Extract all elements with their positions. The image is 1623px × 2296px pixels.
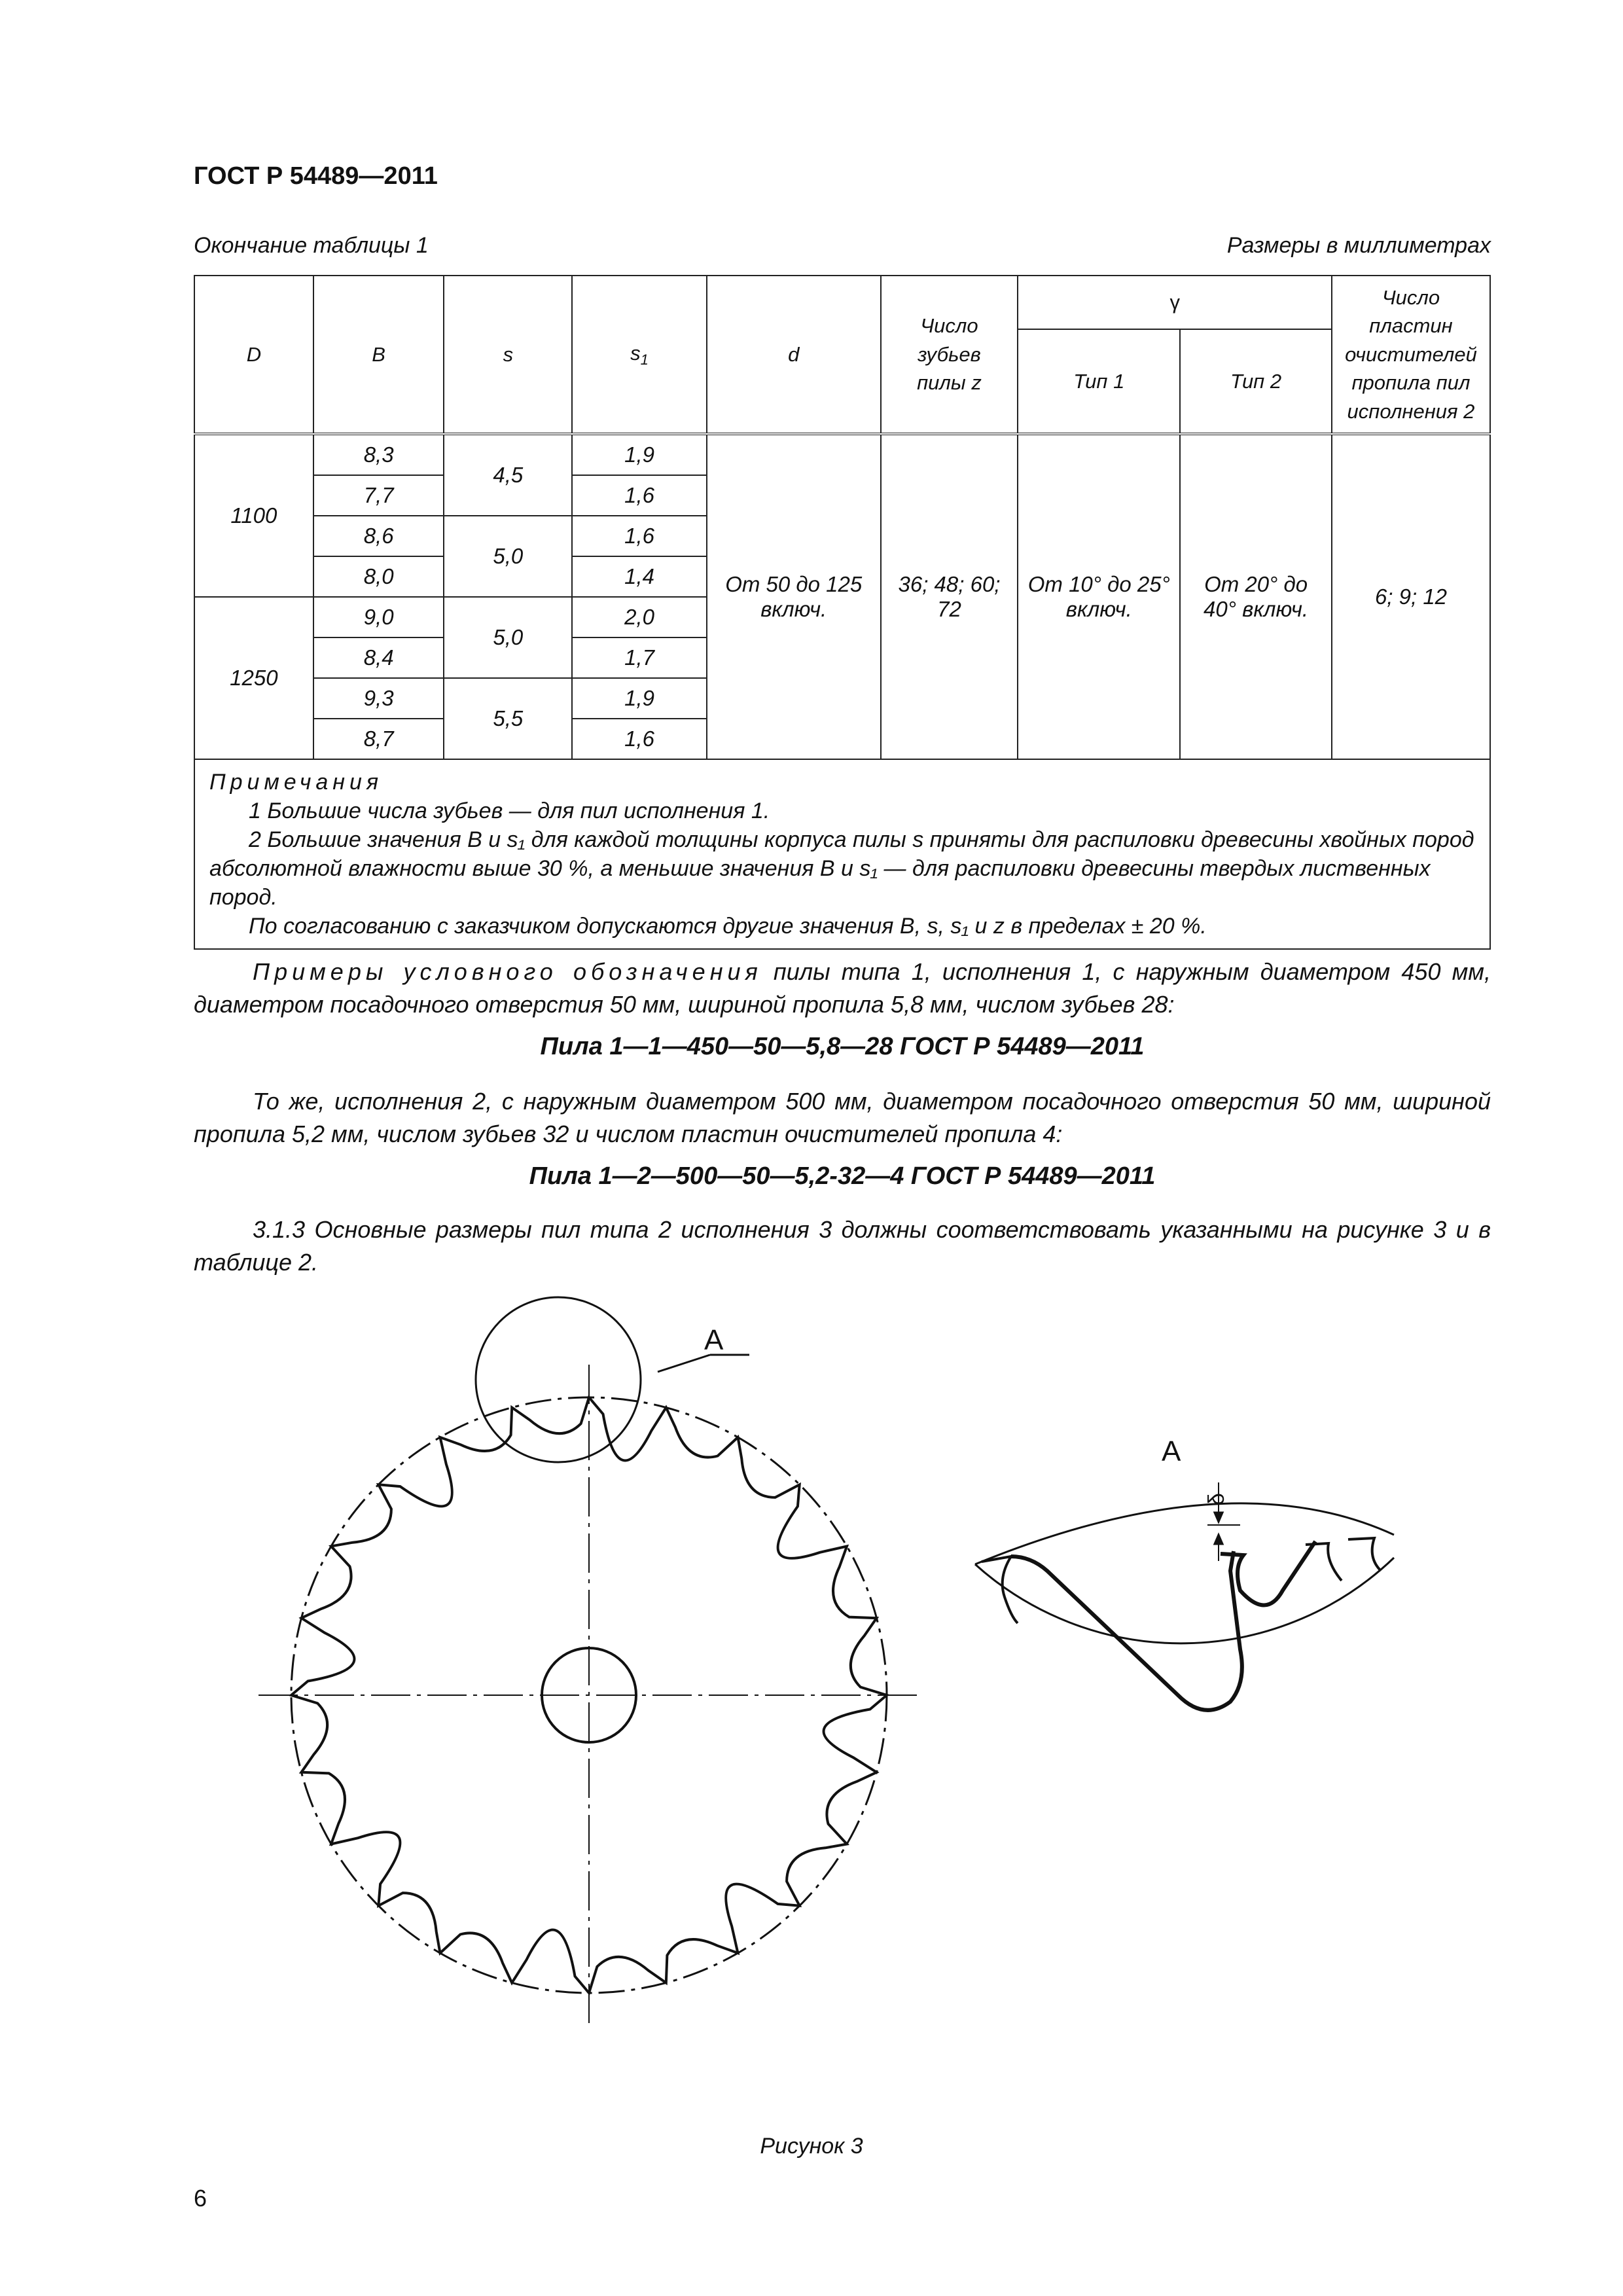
page-number: 6	[194, 2185, 207, 2212]
cell-s: 4,5	[444, 434, 572, 516]
cell-s1: 1,4	[572, 556, 707, 597]
cell-B: 8,7	[313, 719, 444, 759]
cell-type1: От 10° до 25° включ.	[1018, 434, 1180, 759]
detail-a-drawing	[975, 1482, 1394, 1710]
cell-d: От 50 до 125 включ.	[707, 434, 881, 759]
cell-type2: От 20° до 40° включ.	[1180, 434, 1332, 759]
cell-plates: 6; 9; 12	[1332, 434, 1490, 759]
cell-s1: 1,7	[572, 637, 707, 678]
document-header: ГОСТ Р 54489—2011	[194, 162, 438, 190]
note-2: 2 Большие значения B и s₁ для каждой толщины корпуса пилы s приняты для распиловки древесины хвойных пород абсолютной влажности выше 30 %, а меньшие значения B и s₁ — для распиловки древесины твердых лиственных пород.	[209, 827, 1474, 910]
cell-s1: 1,9	[572, 434, 707, 475]
cell-s1: 1,6	[572, 516, 707, 556]
callout-label: А	[704, 1324, 724, 1356]
note-1: 1 Большие числа зубьев — для пил исполнения 1.	[249, 798, 770, 823]
cell-s: 5,5	[444, 678, 572, 759]
cell-s1: 1,6	[572, 475, 707, 516]
delta-label: δ	[1204, 1493, 1229, 1505]
cell-z: 36; 48; 60; 72	[881, 434, 1018, 759]
examples-text: пилы типа 1, исполнения 1, с наружным диаметром 450 мм, диаметром посадочного отверстия 50 мм, шириной пропила 5,8 мм, числом зубьев 28:	[194, 958, 1491, 1018]
header-s1: $s_1$	[572, 276, 707, 434]
example-2-paragraph: То же, исполнения 2, с наружным диаметром 500 мм, диаметром посадочного отверстия 50 мм, шириной пропила 5,2 мм, числом зубьев 32 и числом пластин очистителей пропила 4:	[194, 1088, 1491, 1147]
designation-1: Пила 1—1—450—50—5,8—28 ГОСТ Р 54489—2011	[540, 1033, 1145, 1060]
saw-blade-drawing	[259, 1297, 919, 2029]
detail-label: А	[1162, 1435, 1181, 1467]
header-d: d	[707, 276, 881, 434]
examples-lead: Примеры условного обозначения	[253, 958, 762, 985]
notes-title: Примечания	[209, 770, 383, 795]
cell-B: 9,3	[313, 678, 444, 719]
table-continuation-caption: Окончание таблицы 1	[194, 233, 429, 258]
detail-callout-circle	[476, 1297, 641, 1462]
cell-B: 8,6	[313, 516, 444, 556]
cell-s: 5,0	[444, 516, 572, 597]
cell-B: 8,0	[313, 556, 444, 597]
cell-B: 8,4	[313, 637, 444, 678]
header-s: s	[444, 276, 572, 434]
cell-D: 1100	[194, 434, 313, 597]
clause-3-1-3: 3.1.3 Основные размеры пил типа 2 исполнения 3 должны соответствовать указанными на рисунке 3 и в таблице 2.	[194, 1216, 1491, 1276]
header-plates: Число пластин очистителей пропила пил исполнения 2	[1332, 276, 1490, 434]
dimensions-table	[194, 275, 1491, 950]
table-notes	[194, 759, 1490, 949]
figure-caption: Рисунок 3	[760, 2134, 863, 2159]
header-teeth-count: Число зубьев пилы z	[881, 276, 1018, 434]
header-B: B	[313, 276, 444, 434]
header-gamma: γ	[1018, 276, 1332, 329]
header-D: D	[194, 276, 313, 434]
note-3: По согласованию с заказчиком допускаются другие значения B, s, s₁ и z в пределах ± 20 %.	[249, 914, 1207, 939]
cell-s: 5,0	[444, 597, 572, 678]
cell-D: 1250	[194, 597, 313, 759]
cell-B: 8,3	[313, 434, 444, 475]
designation-2: Пила 1—2—500—50—5,2-32—4 ГОСТ Р 54489—2011	[529, 1162, 1156, 1190]
callout-leader	[658, 1355, 710, 1372]
cell-B: 9,0	[313, 597, 444, 637]
cell-B: 7,7	[313, 475, 444, 516]
header-type2: Тип 2	[1180, 329, 1332, 434]
cell-s1: 1,6	[572, 719, 707, 759]
examples-paragraph	[194, 956, 1491, 1021]
cell-s1: 2,0	[572, 597, 707, 637]
table-units-caption: Размеры в миллиметрах	[1226, 233, 1491, 258]
figure-3-drawing	[0, 1276, 1623, 2127]
header-type1: Тип 1	[1018, 329, 1180, 434]
cell-s1: 1,9	[572, 678, 707, 719]
